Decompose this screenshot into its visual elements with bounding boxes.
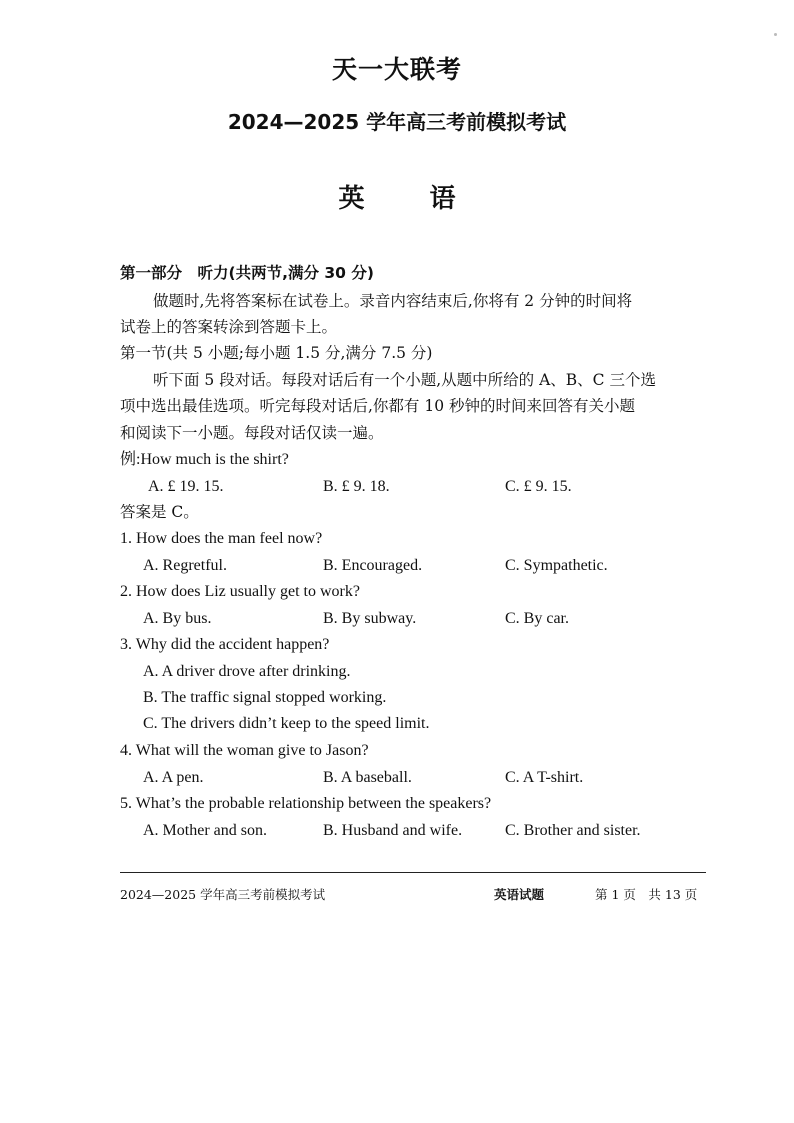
question-option-a: A. By bus. [143,610,212,627]
section1-instruction-line: 听下面 5 段对话。每段对话后有一个小题,从题中所给的 A、B、C 三个选 [153,371,656,389]
question-stem: 4. What will the woman give to Jason? [120,742,369,759]
question-option-c: C. A T-shirt. [505,769,584,786]
question-option-c: C. Sympathetic. [505,557,608,574]
question-option-a: A. A driver drove after drinking. [143,663,351,680]
part1-intro-line: 试卷上的答案转涂到答题卡上。 [120,318,338,336]
example-answer: 答案是 C。 [120,503,199,521]
question-option-a: A. Mother and son. [143,822,267,839]
question-option-b: B. Husband and wife. [323,822,463,839]
section1-heading: 第一节(共 5 小题;每小题 1.5 分,满分 7.5 分) [120,344,433,362]
question-option-c: C. By car. [505,610,569,627]
exam-title: 天一大联考 [331,55,462,84]
question-stem: 2. How does Liz usually get to work? [120,583,360,600]
part1-heading: 第一部分 听力(共两节,满分 30 分) [120,264,374,282]
scan-speck [774,33,777,36]
question-stem: 5. What’s the probable relationship between the speakers? [120,795,492,812]
question-option-b: B. Encouraged. [323,557,423,574]
question-option-c: C. The drivers didn’t keep to the speed limit. [143,715,430,732]
question-option-a: A. A pen. [143,769,204,786]
question-option-b: B. The traffic signal stopped working. [143,689,387,706]
example-question: 例:How much is the shirt? [120,451,289,468]
example-option-b: B. £ 9. 18. [323,478,390,495]
example-option-c: C. £ 9. 15. [505,478,572,495]
example-option-a: A. £ 19. 15. [148,478,224,495]
footer-rule [120,872,706,873]
part1-intro-line: 做题时,先将答案标在试卷上。录音内容结束后,你将有 2 分钟的时间将 [153,292,633,310]
question-option-a: A. Regretful. [143,557,227,574]
question-stem: 3. Why did the accident happen? [120,636,330,653]
question-stem: 1. How does the man feel now? [120,530,323,547]
section1-instruction-line: 项中选出最佳选项。听完每段对话后,你都有 10 秒钟的时间来回答有关小题 [120,397,636,415]
footer-paper-name: 英语试题 [494,887,545,902]
question-option-c: C. Brother and sister. [505,822,641,839]
footer-page-info: 第 1 页 共 13 页 [595,887,698,902]
exam-subtitle: 2024—2025 学年高三考前模拟考试 [227,110,567,134]
question-option-b: B. A baseball. [323,769,412,786]
footer-exam-name: 2024—2025 学年高三考前模拟考试 [120,887,326,902]
section1-instruction-line: 和阅读下一小题。每段对话仅读一遍。 [120,424,384,442]
question-option-b: B. By subway. [323,610,417,627]
subject-title: 英 语 [338,184,484,214]
